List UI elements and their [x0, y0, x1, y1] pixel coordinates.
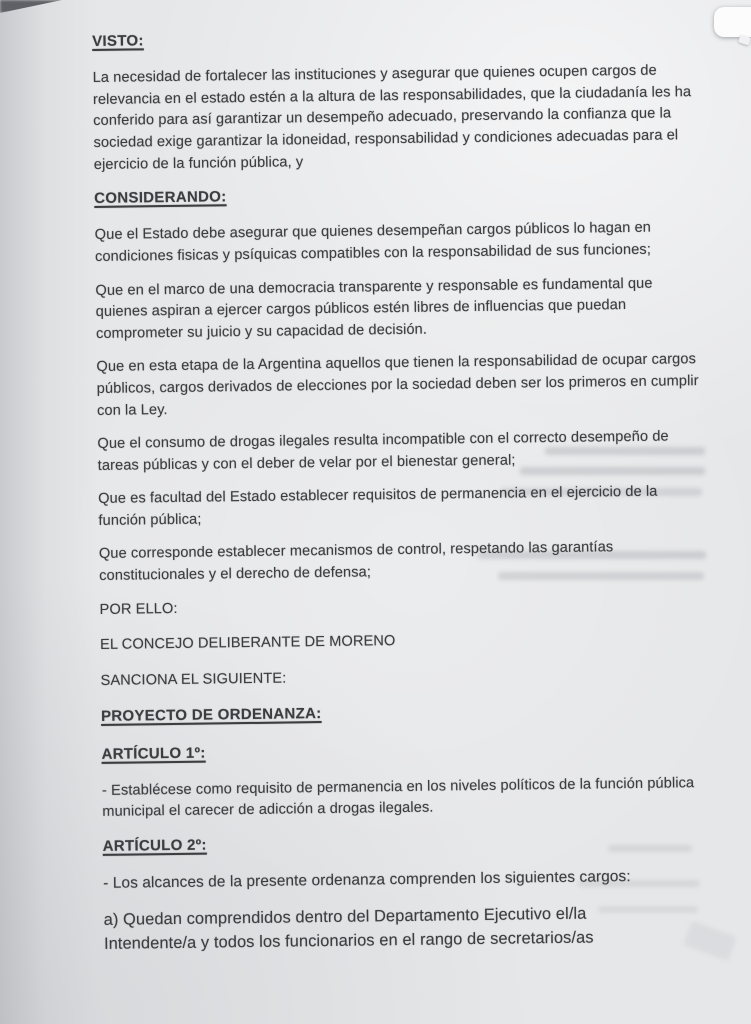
- paragraph: - Establécese como requisito de permanencia en los niveles políticos de la función pública municipal el carecer de adicción a drogas ilegales.: [101, 774, 695, 821]
- paragraph: La necesidad de fortalecer las instituciones y asegurar que quienes ocupen cargos de relevancia en el estado estén a la altura de las responsabilidades, que la ciudadanía les ha conferido para así garantizar un desempeño adecuado, preservando la confianza que la sociedad exige garantizar la idoneidad, responsabilidad y condiciones adecuadas para el ejercicio de la función pública, y: [92, 62, 692, 173]
- paragraph: - Los alcances de la presente ordenanza comprenden los siguientes cargos:: [103, 868, 631, 893]
- paper-clip-highlight: [714, 7, 751, 37]
- paragraph: Que el Estado debe asegurar que quienes desempeñan cargos públicos lo hagan en condiciones fisicas y psíquicas compatibles con la responsabilidad de sus funciones;: [94, 220, 652, 265]
- document-content: [92, 19, 712, 968]
- section-heading: PROYECTO DE ORDENANZA:: [100, 705, 322, 726]
- paragraph: a) Quedan comprendidos dentro del Departamento Ejecutivo el/la Intendente/a y todos los funcionarios en el rango de secretarios/as: [103, 904, 594, 954]
- paragraph: EL CONCEJO DELIBERANTE DE MORENO: [99, 633, 396, 654]
- section-heading: ARTÍCULO 2º:: [102, 836, 207, 855]
- paragraph: POR ELLO:: [99, 600, 178, 618]
- paragraph: SANCIONA EL SIGUIENTE:: [100, 670, 287, 689]
- paragraph: Que en esta etapa de la Argentina aquellos que tienen la responsabilidad de ocupar cargos públicos, cargos derivados de elecciones por la sociedad deben ser los primeros en cumplir con la Ley.: [96, 351, 699, 419]
- photo-edge-artifact: [0, 0, 62, 13]
- section-heading: VISTO:: [92, 32, 144, 50]
- section-heading: ARTÍCULO 1º:: [101, 744, 206, 763]
- paragraph: Que el consumo de drogas ilegales resulta incompatible con el correcto desempeño de tareas públicas y con el deber de velar por el bienestar general;: [97, 428, 669, 474]
- section-heading: CONSIDERANDO:: [94, 188, 227, 208]
- paragraph: Que corresponde establecer mecanismos de control, respetando las garantías constitucionales y el derecho de defensa;: [98, 539, 614, 585]
- paragraph: Que es facultad del Estado establecer requisitos de permanencia en el ejercicio de la función pública;: [98, 483, 658, 529]
- paragraph: Que en el marco de una democracia transparente y responsable es fundamental que quienes aspiran a ejercer cargos públicos estén libres de influencias que puedan comprometer su juicio y su capacidad de decisión.: [95, 275, 653, 342]
